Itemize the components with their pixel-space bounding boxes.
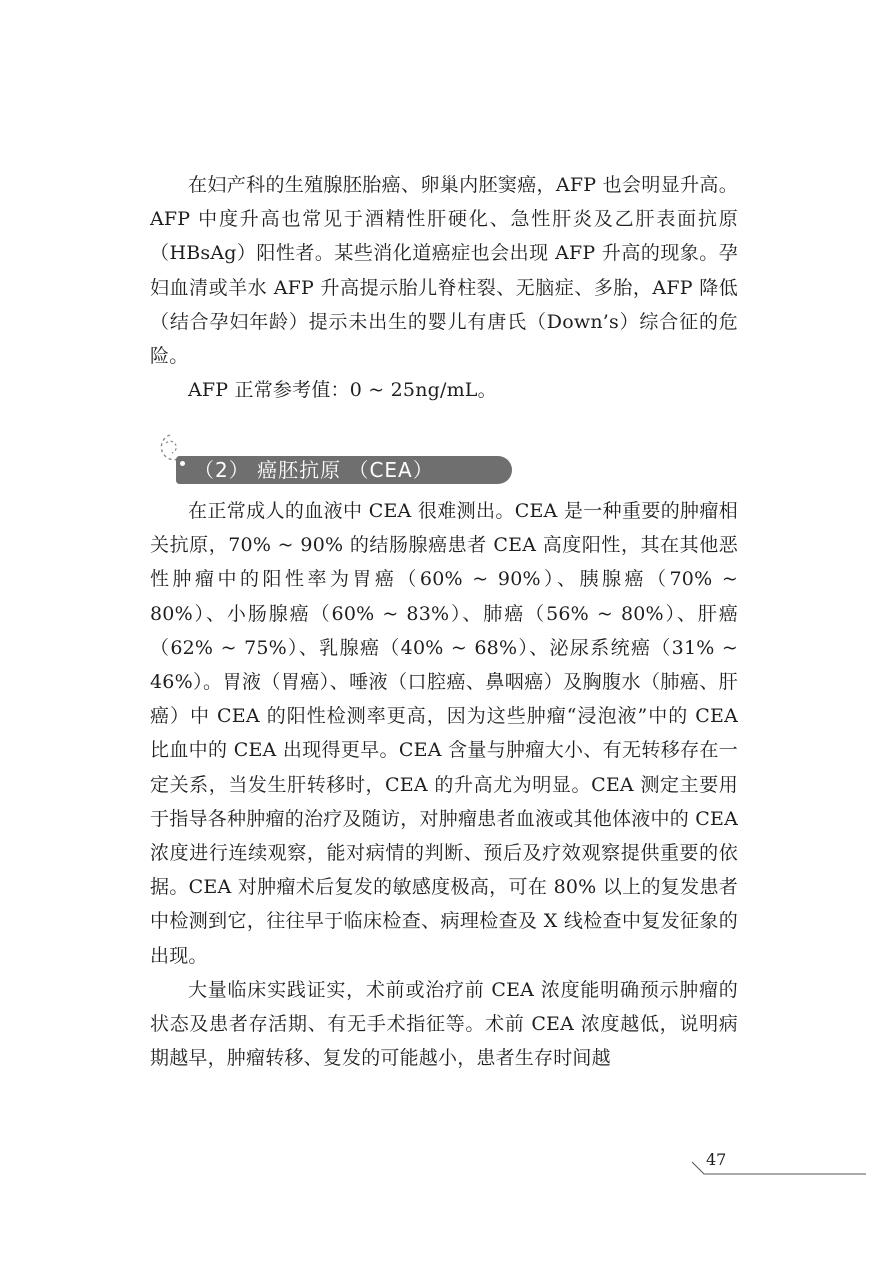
body-text-bottom: [150, 494, 738, 1075]
bullet-dot-icon: [180, 461, 185, 466]
paragraph-afp-conditions: 在妇产科的生殖腺胚胎癌、卵巢内胚窦癌，AFP 也会明显升高。AFP 中度升高也常见于酒精性肝硬化、急性肝炎及乙肝表面抗原（HBsAg）阳性者。某些消化道癌症也会出现 AFP 升高的现象。孕妇血清或羊水 AFP 升高提示胎儿脊柱裂、无脑症、多胎，AFP 降低（结合孕妇年龄）提示未出生的婴儿有唐氏（Down’s）综合征的危险。: [150, 174, 738, 368]
page-footer: [690, 1148, 868, 1188]
paragraph-afp-reference: AFP 正常参考值：0 ~ 25ng/mL。: [188, 379, 497, 402]
section-heading-bar: [176, 456, 512, 484]
section-heading-cea: [150, 429, 518, 489]
paragraph-cea-clinical: 大量临床实践证实，术前或治疗前 CEA 浓度能明确预示肿瘤的状态及患者存活期、有无手术指征等。术前 CEA 浓度越低，说明病期越早，肿瘤转移、复发的可能越小，患者生存时间越: [150, 978, 738, 1070]
page-number: 47: [706, 1150, 727, 1169]
section-heading-text: （2） 癌胚抗原 （CEA）: [194, 458, 434, 482]
paragraph-cea-overview: 在正常成人的血液中 CEA 很难测出。CEA 是一种重要的肿瘤相关抗原，70% ~ 90% 的结肠腺癌患者 CEA 高度阳性，其在其他恶性肿瘤中的阳性率为胃癌（60% ~ 90%）、胰腺癌（70% ~ 80%）、小肠腺癌（60% ~ 83%）、肺癌（56% ~ 80%）、肝癌（62% ~ 75%）、乳腺癌（40% ~ 68%）、泌尿系统癌（31% ~ 46%）。胃液（胃癌）、唾液（口腔癌、鼻咽癌）及胸腹水（肺癌、肝癌）中 CEA 的阳性检测率更高，因为这些肿瘤“浸泡液”中的 CEA 比血中的 CEA 出现得更早。CEA 含量与肿瘤大小、有无转移存在一定关系，当发生肝转移时，CEA 的升高尤为明显。CEA 测定主要用于指导各种肿瘤的治疗及随访，对肿瘤患者血液或其他体液中的 CEA 浓度进行连续观察，能对病情的判断、预后及疗效观察提供重要的依据。CEA 对肿瘤术后复发的敏感度极高，可在 80% 以上的复发患者中检测到它，往往早于临床检查、病理检查及 X 线检查中复发征象的出现。: [150, 500, 738, 967]
body-text-top: [150, 168, 738, 407]
